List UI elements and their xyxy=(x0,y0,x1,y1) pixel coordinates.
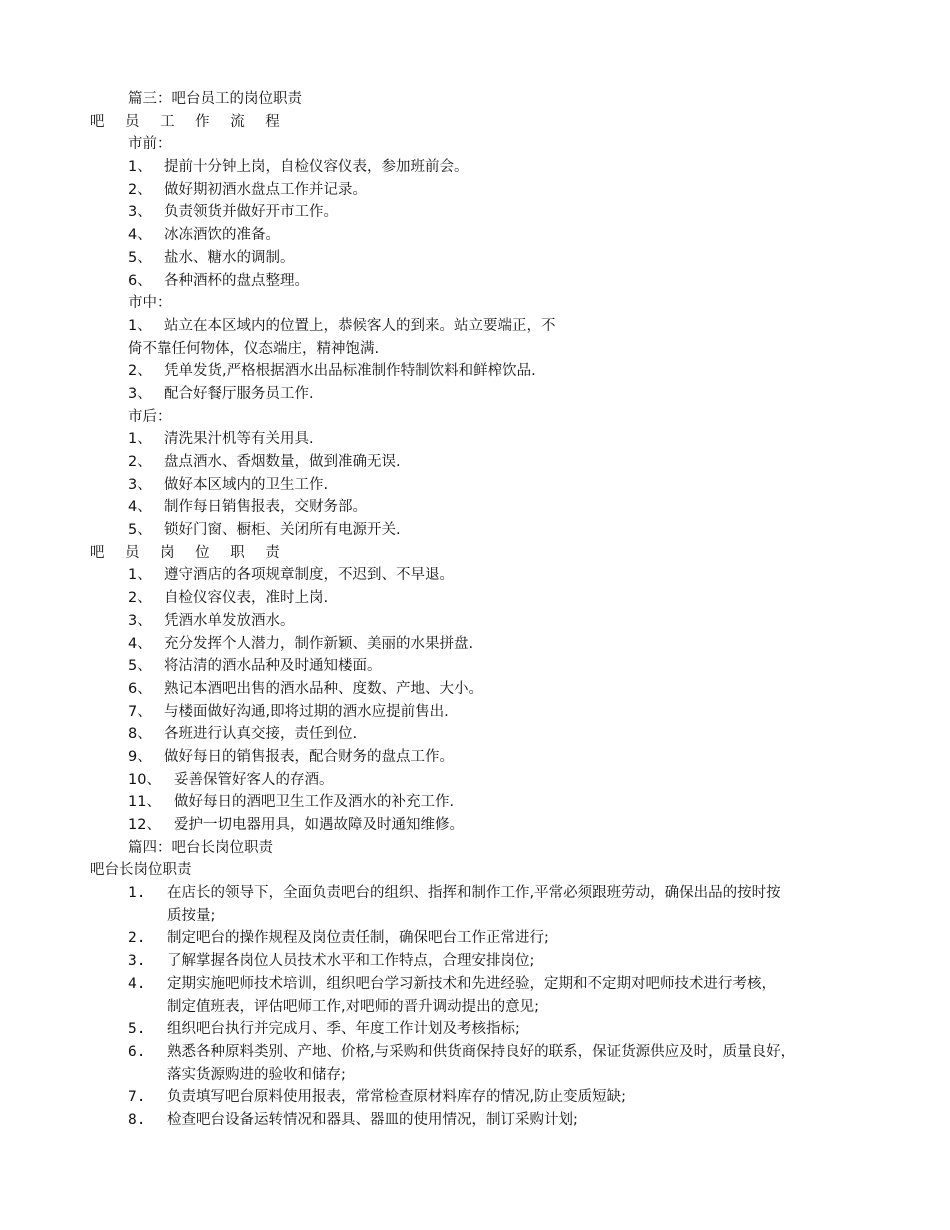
item-continuation: 落实货源购进的验收和储存; xyxy=(167,1066,346,1083)
item-number: 2. xyxy=(128,930,146,947)
list-item xyxy=(0,270,950,293)
item-number: 10、 xyxy=(128,771,161,788)
item-text: 各种酒杯的盘点整理。 xyxy=(164,272,309,289)
document-body xyxy=(0,88,950,1132)
item-text: 熟记本酒吧出售的酒水品种、度数、产地、大小。 xyxy=(164,680,483,697)
item-number: 8、 xyxy=(128,726,152,743)
item-number: 6、 xyxy=(128,272,152,289)
item-number: 2、 xyxy=(128,181,152,198)
item-number: 7. xyxy=(128,1089,146,1106)
item-text: 与楼面做好沟通,即将过期的酒水应提前售出. xyxy=(164,703,449,720)
duties-heading: 吧 员 岗 位 职 责 xyxy=(90,544,288,561)
item-text: 在店长的领导下，全面负责吧台的组织、指挥和制作工作,平常必须跟班劳动，确保出品的按时按 xyxy=(167,885,781,902)
list-item xyxy=(0,201,950,224)
item-number: 9、 xyxy=(128,748,152,765)
item-number: 12、 xyxy=(128,817,161,833)
item-number: 1、 xyxy=(128,317,152,334)
item-number: 1. xyxy=(128,885,146,902)
item-number: 1、 xyxy=(128,159,152,176)
item-number: 1、 xyxy=(128,567,152,584)
item-text: 了解掌握各岗位人员技术水平和工作特点，合理安排岗位; xyxy=(167,953,535,970)
list-item xyxy=(0,633,950,656)
list-item xyxy=(0,927,950,950)
section3-title: 篇三：吧台员工的岗位职责 xyxy=(128,91,302,107)
item-text: 站立在本区域内的位置上，恭候客人的到来。站立要端正，不 xyxy=(164,317,556,334)
item-text: 制作每日销售报表，交财务部。 xyxy=(164,499,367,516)
item-text: 遵守酒店的各项规章制度，不迟到、不早退。 xyxy=(164,567,454,584)
list-item xyxy=(0,383,950,406)
item-text: 做好期初酒水盘点工作并记录。 xyxy=(164,181,367,198)
list-item xyxy=(0,814,950,837)
item-number: 5. xyxy=(128,1021,146,1038)
item-text: 爱护一切电器用具，如遇故障及时通知维修。 xyxy=(174,817,464,833)
item-text: 凭酒水单发放酒水。 xyxy=(164,612,295,629)
list-item xyxy=(0,360,950,383)
item-text: 将沽清的酒水品种及时通知楼面。 xyxy=(164,658,382,675)
item-number: 6、 xyxy=(128,680,152,697)
item-continuation: 质按量; xyxy=(167,907,216,924)
item-text: 做好本区域内的卫生工作. xyxy=(164,476,329,493)
list-item xyxy=(0,428,950,451)
list-item xyxy=(0,156,950,179)
item-text: 凭单发货,严格根据酒水出品标准制作特制饮料和鲜榨饮品. xyxy=(164,363,536,380)
item-text: 组织吧台执行并完成月、季、年度工作计划及考核指标; xyxy=(167,1021,520,1038)
item-number: 3、 xyxy=(128,204,152,221)
list-item xyxy=(0,1041,950,1064)
list-item xyxy=(0,655,950,678)
workflow-heading: 吧 员 工 作 流 程 xyxy=(90,113,288,130)
item-number: 3. xyxy=(128,953,146,970)
item-number: 4、 xyxy=(128,227,152,244)
manager-heading: 吧台长岗位职责 xyxy=(90,862,192,879)
item-text: 各班进行认真交接，责任到位. xyxy=(164,726,358,743)
item-text: 自检仪容仪表，准时上岗. xyxy=(164,590,329,607)
item-number: 1、 xyxy=(128,431,152,448)
list-item xyxy=(0,179,950,202)
item-number: 7、 xyxy=(128,703,152,720)
list-item xyxy=(0,678,950,701)
item-text: 妥善保管好客人的存酒。 xyxy=(174,771,334,788)
list-item xyxy=(0,496,950,519)
list-item xyxy=(0,973,950,996)
item-text: 负责领货并做好开市工作。 xyxy=(164,204,338,221)
item-text: 负责填写吧台原料使用报表，常常检查原材料库存的情况,防止变质短缺; xyxy=(167,1089,626,1106)
pre-open-label: 市前： xyxy=(128,136,172,153)
item-number: 5、 xyxy=(128,658,152,675)
list-item xyxy=(0,247,950,270)
list-item xyxy=(0,723,950,746)
item-number: 8. xyxy=(128,1111,146,1128)
item-number: 4. xyxy=(128,975,146,992)
item-text: 冰冻酒饮的准备。 xyxy=(164,227,280,244)
list-item xyxy=(0,451,950,474)
item-number: 2、 xyxy=(128,363,152,380)
item-continuation: 制定值班表，评估吧师工作,对吧师的晋升调动提出的意见; xyxy=(167,998,539,1015)
item-number: 3、 xyxy=(128,476,152,493)
item-text: 做好每日的销售报表，配合财务的盘点工作。 xyxy=(164,748,454,765)
item-text: 盐水、糖水的调制。 xyxy=(164,249,295,266)
list-item xyxy=(0,701,950,724)
section4-title: 篇四：吧台长岗位职责 xyxy=(128,839,273,856)
item-text: 配合好餐厅服务员工作. xyxy=(164,385,314,402)
list-item xyxy=(0,769,950,792)
item-number: 5、 xyxy=(128,249,152,266)
list-item xyxy=(0,564,950,587)
item-text: 制定吧台的操作规程及岗位责任制，确保吧台工作正常进行; xyxy=(167,930,549,947)
list-item xyxy=(0,882,950,905)
item-text: 盘点酒水、香烟数量，做到准确无误. xyxy=(164,454,401,470)
item-number: 5、 xyxy=(128,522,152,539)
item-number: 6. xyxy=(128,1043,146,1060)
list-item xyxy=(0,746,950,769)
list-item xyxy=(0,315,950,338)
item-text: 定期实施吧师技术培训，组织吧台学习新技术和先进经验，定期和不定期对吧师技术进行考核， xyxy=(167,975,776,992)
item-number: 2、 xyxy=(128,590,152,607)
item-text: 检查吧台设备运转情况和器具、器皿的使用情况，制订采购计划; xyxy=(167,1111,578,1128)
list-item xyxy=(0,950,950,973)
list-item xyxy=(0,1018,950,1041)
item-number: 4、 xyxy=(128,635,152,652)
list-item xyxy=(0,1109,950,1132)
item-number: 11、 xyxy=(128,794,161,811)
item-text: 熟悉各种原料类别、产地、价格,与采购和供货商保持良好的联系，保证货源供应及时，质量良好， xyxy=(167,1043,796,1060)
item-text: 充分发挥个人潜力，制作新颖、美丽的水果拼盘. xyxy=(164,635,474,652)
item-number: 3、 xyxy=(128,612,152,629)
item-number: 4、 xyxy=(128,499,152,516)
list-item xyxy=(0,519,950,542)
item-text: 做好每日的酒吧卫生工作及酒水的补充工作. xyxy=(174,794,455,811)
post-close-label: 市后： xyxy=(128,408,172,425)
item-text: 锁好门窗、橱柜、关闭所有电源开关. xyxy=(164,522,401,539)
item-continuation: 倚不靠任何物体，仪态端庄，精神饱满. xyxy=(128,340,380,357)
item-number: 2、 xyxy=(128,454,152,470)
list-item xyxy=(0,1086,950,1109)
list-item xyxy=(0,587,950,610)
list-item xyxy=(0,791,950,814)
list-item xyxy=(0,610,950,633)
list-item xyxy=(0,224,950,247)
item-text: 提前十分钟上岗，自检仪容仪表，参加班前会。 xyxy=(164,159,469,176)
item-text: 清洗果汁机等有关用具. xyxy=(164,431,314,448)
list-item xyxy=(0,474,950,497)
item-number: 3、 xyxy=(128,385,152,402)
during-label: 市中： xyxy=(128,295,172,312)
